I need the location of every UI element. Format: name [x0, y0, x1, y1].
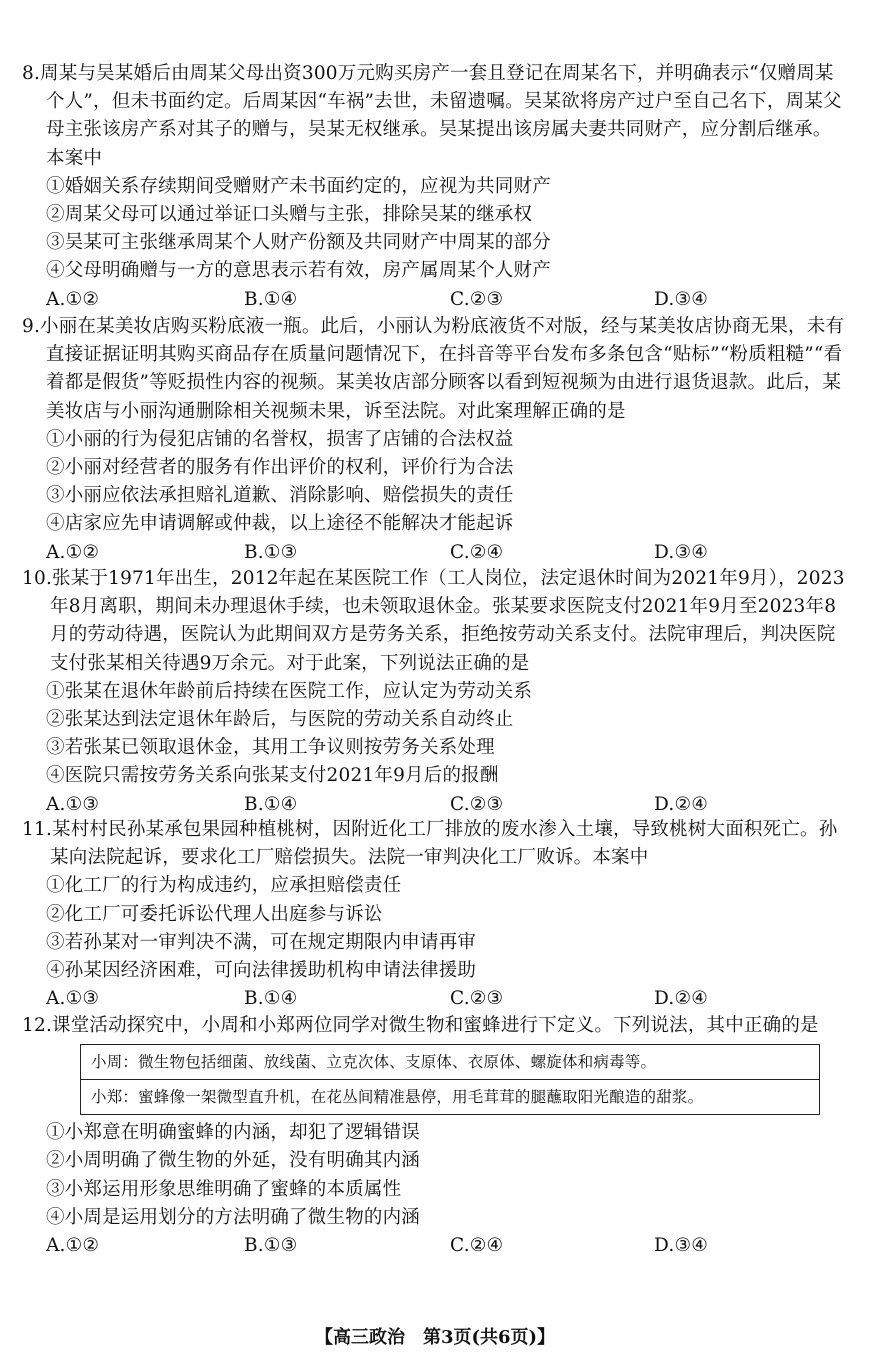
statement-4: ④医院只需按劳务关系向张某支付2021年9月后的报酬 — [46, 765, 499, 787]
statement-2: ②化工厂可委托诉讼代理人出庭参与诉讼 — [46, 903, 383, 925]
option-a[interactable]: A.①② — [46, 541, 100, 563]
option-a[interactable]: A.①② — [46, 288, 100, 310]
question-10 — [22, 565, 850, 819]
statement-2: ②小周明确了微生物的外延，没有明确其内涵 — [46, 1150, 421, 1172]
statement-3: ③若张某已领取退休金，其用工争议则按劳务关系处理 — [46, 737, 495, 759]
answer-options — [22, 286, 850, 314]
statement-3: ③若孙某对一审判决不满，可在规定期限内申请再审 — [46, 931, 477, 953]
option-a[interactable]: A.①③ — [46, 988, 100, 1010]
option-c[interactable]: C.②④ — [450, 541, 504, 563]
option-b[interactable]: B.①③ — [244, 541, 298, 563]
question-stem: 10.张某于1971年出生，2012年起在某医院工作（工人岗位，法定退休时间为2021年9月），2023年8月离职，期间未办理退休手续，也未领取退休金。张某要求医院支付2021年9月至2023年8月的劳动待遇，医院认为此期间双方是劳务关系，拒绝按劳动关系支付。法院审理后，判决医院支付张某相关待遇9万余元。对于此案，下列说法正确的是 — [22, 568, 845, 674]
statement-1: ①小丽的行为侵犯店铺的名誉权，损害了店铺的合法权益 — [46, 428, 514, 450]
answer-options — [22, 539, 850, 567]
statement-1: ①婚姻关系存续期间受赠财产未书面约定的，应视为共同财产 — [46, 175, 551, 197]
statement-3: ③吴某可主张继承周某个人财产份额及共同财产中周某的部分 — [46, 232, 551, 254]
option-b[interactable]: B.①③ — [244, 1235, 298, 1257]
option-b[interactable]: B.①④ — [244, 288, 298, 310]
option-a[interactable]: A.①③ — [46, 793, 100, 815]
option-d[interactable]: D.②④ — [654, 793, 709, 815]
statement-1: ①小郑意在明确蜜蜂的内涵，却犯了逻辑错误 — [46, 1122, 421, 1144]
question-8 — [22, 60, 850, 314]
option-b[interactable]: B.①④ — [244, 793, 298, 815]
option-c[interactable]: C.②④ — [450, 1235, 504, 1257]
answer-options — [22, 985, 850, 1013]
question-12 — [22, 1012, 850, 1260]
question-9 — [22, 313, 850, 567]
dialog-xiaozheng: 小郑：蜜蜂像一架微型直升机，在花丛间精准悬停，用毛茸茸的腿蘸取阳光酿造的甜浆。 — [81, 1079, 819, 1114]
option-b[interactable]: B.①④ — [244, 988, 298, 1010]
statement-3: ③小丽应依法承担赔礼道歉、消除影响、赔偿损失的责任 — [46, 485, 514, 507]
option-d[interactable]: D.③④ — [654, 1235, 709, 1257]
dialog-xiaozhou: 小周：微生物包括细菌、放线菌、立克次体、支原体、衣原体、螺旋体和病毒等。 — [91, 1053, 657, 1072]
statement-4: ④店家应先申请调解或仲裁，以上途径不能解决才能起诉 — [46, 513, 514, 535]
option-d[interactable]: D.③④ — [654, 288, 709, 310]
option-d[interactable]: D.③④ — [654, 541, 709, 563]
question-11 — [22, 816, 850, 1013]
option-c[interactable]: C.②③ — [450, 288, 504, 310]
statement-1: ①化工厂的行为构成违约，应承担赔偿责任 — [46, 875, 402, 897]
option-a[interactable]: A.①② — [46, 1235, 100, 1257]
statement-4: ④父母明确赠与一方的意思表示若有效，房产属周某个人财产 — [46, 260, 551, 282]
statement-2: ②小丽对经营者的服务有作出评价的权利，评价行为合法 — [46, 457, 514, 479]
statement-1: ①张某在退休年龄前后持续在医院工作，应认定为劳动关系 — [46, 680, 533, 702]
option-d[interactable]: D.②④ — [654, 988, 709, 1010]
statement-4: ④孙某因经济困难，可向法律援助机构申请法律援助 — [46, 960, 477, 982]
statement-4: ④小周是运用划分的方法明确了微生物的内涵 — [46, 1206, 421, 1228]
statement-2: ②张某达到法定退休年龄后，与医院的劳动关系自动终止 — [46, 709, 514, 731]
statement-2: ②周某父母可以通过举证口头赠与主张，排除吴某的继承权 — [46, 204, 533, 226]
statement-3: ③小郑运用形象思维明确了蜜蜂的本质属性 — [46, 1178, 402, 1200]
option-c[interactable]: C.②③ — [450, 793, 504, 815]
question-stem: 11.某村村民孙某承包果园种植桃树，因附近化工厂排放的废水渗入土壤，导致桃树大面积死亡。孙某向法院起诉，要求化工厂赔偿损失。法院一审判决化工厂败诉。本案中 — [22, 819, 838, 869]
dialog-box — [80, 1044, 820, 1115]
answer-options — [22, 1232, 850, 1260]
question-stem: 8.周某与吴某婚后由周某父母出资300万元购买房产一套且登记在周某名下，并明确表示“仅赠周某个人”，但未书面约定。后周某因“车祸”去世，未留遗嘱。吴某欲将房产过户至自己名下，周某父母主张该房产系对其子的赠与，吴某无权继承。吴某提出该房属夫妻共同财产，应分割后继承。本案中 — [22, 63, 842, 169]
question-stem: 12.课堂活动探究中，小周和小郑两位同学对微生物和蜜蜂进行下定义。下列说法，其中正确的是 — [22, 1015, 819, 1036]
page-footer: 【高三政治 第3页(共6页)】 — [314, 1327, 556, 1348]
option-c[interactable]: C.②③ — [450, 988, 504, 1010]
answer-options — [22, 791, 850, 819]
question-stem: 9.小丽在某美妆店购买粉底液一瓶。此后，小丽认为粉底液货不对版，经与某美妆店协商无果，未有直接证据证明其购买商品存在质量问题情况下，在抖音等平台发布多条包含“贴标”“粉质粗糙”“看着都是假货”等贬损性内容的视频。某美妆店部分顾客以看到短视频为由进行退货退款。此后，某美妆店与小丽沟通删除相关视频未果，诉至法院。对此案理解正确的是 — [22, 316, 845, 422]
